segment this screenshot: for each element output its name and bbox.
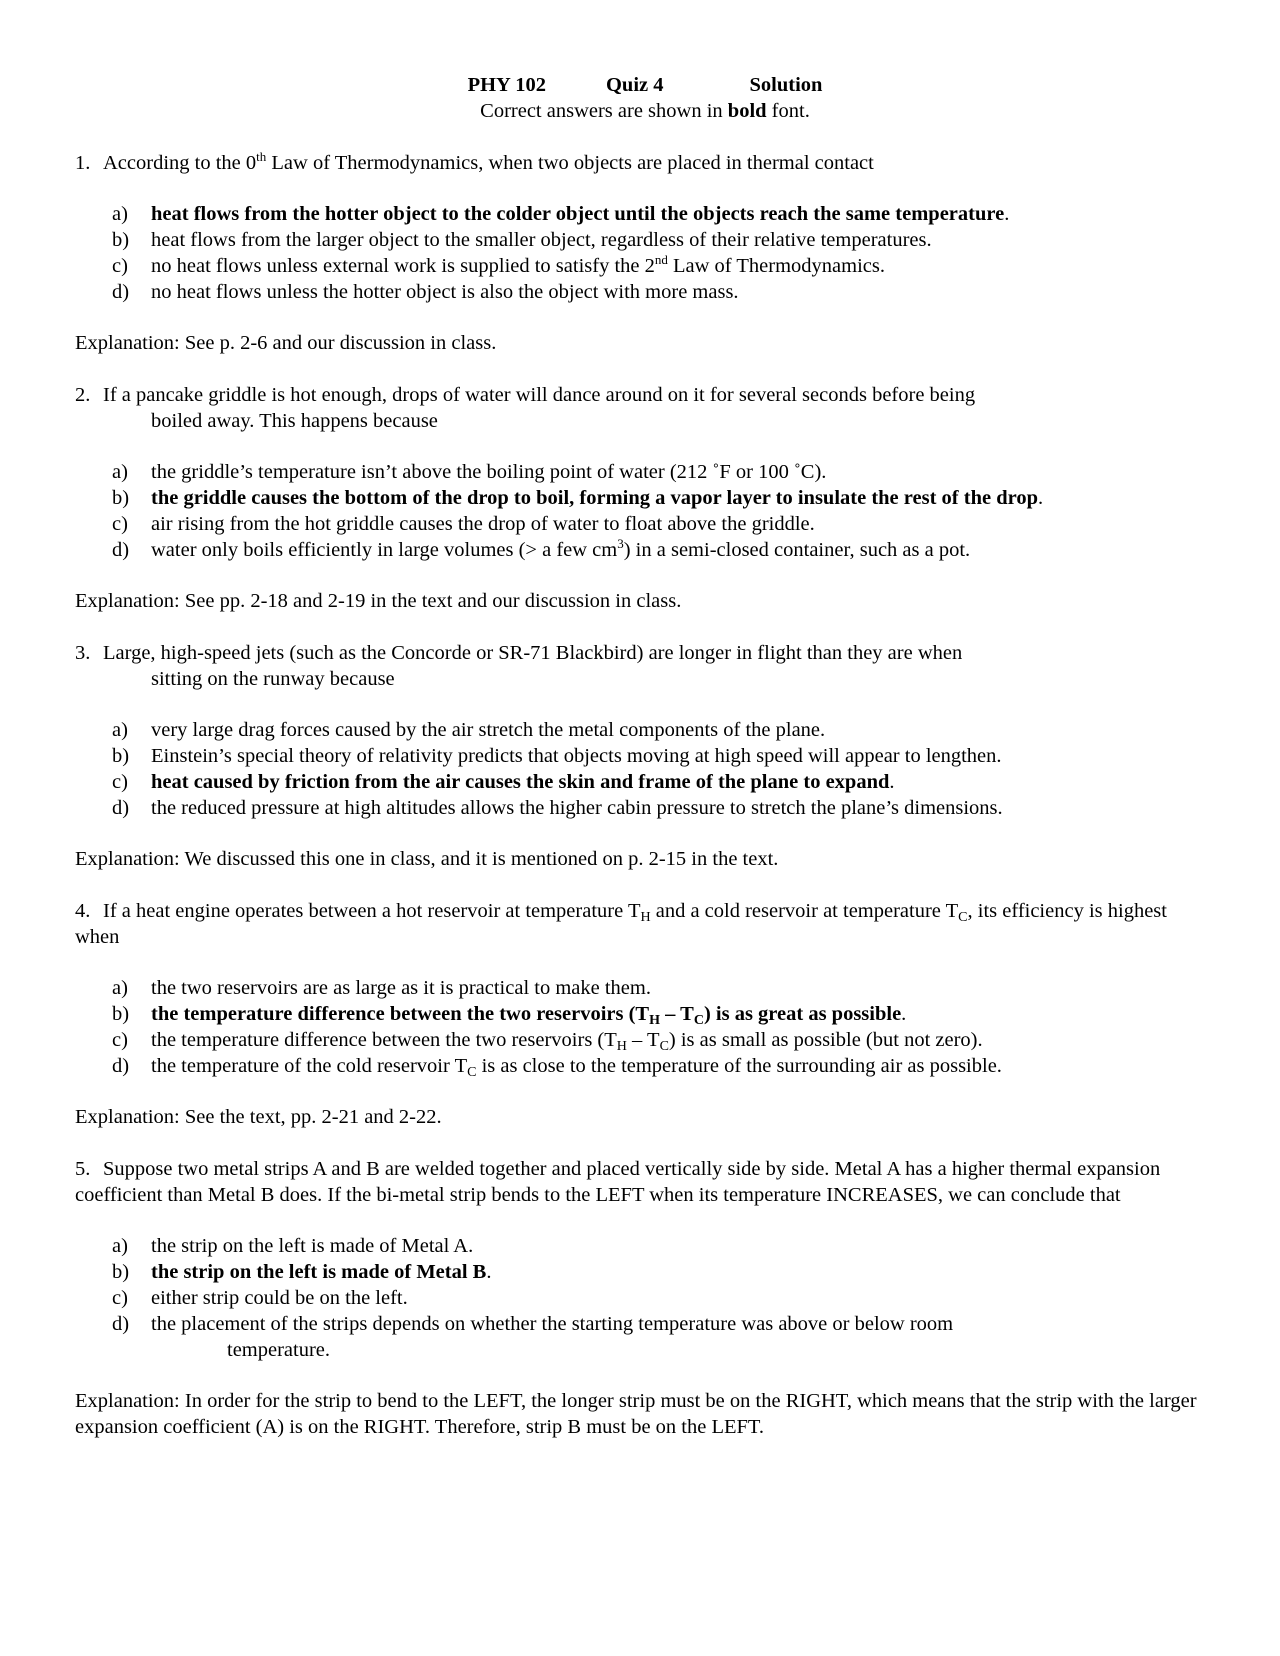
option-a: a) very large drag forces caused by the air stretch the metal components of the plane. (112, 719, 826, 741)
question-2 (75, 382, 1215, 614)
option-d: d) the reduced pressure at high altitudes allows the higher cabin pressure to stretch the plane’s dimensions. (112, 797, 1003, 819)
explanation: Explanation: See pp. 2-18 and 2-19 in the text and our discussion in class. (75, 590, 682, 612)
question-1 (75, 150, 1215, 356)
answer-options (75, 459, 1215, 563)
answer-options (75, 201, 1215, 305)
quiz-page (75, 72, 1215, 1440)
option-c: c) no heat flows unless external work is supplied to satisfy the 2nd Law of Thermodynamics. (112, 252, 885, 277)
option-b-correct: b) the temperature difference between the two reservoirs $(T_H - T_C)$ is as great as possible. (112, 1003, 907, 1028)
question-stem-continued: boiled away. This happens because (151, 410, 438, 432)
answer-options (75, 1233, 1215, 1363)
option-c: c) air rising from the hot griddle causes the drop of water to float above the griddle. (112, 513, 815, 535)
question-5 (75, 1156, 1215, 1440)
option-a-correct: a) heat flows from the hotter object to the colder object until the objects reach the same temperature. (112, 203, 1010, 225)
question-stem: 4. If a heat engine operates between a hot reservoir at temperature $T_H$ and a cold reservoir at temperature $T_C$, its efficiency is highest when (75, 900, 1167, 948)
option-b: b) heat flows from the larger object to the smaller object, regardless of their relative temperatures. (112, 229, 932, 251)
option-c: c) the temperature difference between the two reservoirs $(T_H - T_C)$ is as small as possible (but not zero). (112, 1029, 983, 1054)
option-d: d) the temperature of the cold reservoir $T_C$ is as close to the temperature of the surrounding air as possible. (112, 1055, 1002, 1080)
course-code: PHY 102 (467, 74, 546, 96)
explanation: Explanation: See p. 2-6 and our discussion in class. (75, 332, 497, 354)
explanation: Explanation: In order for the strip to bend to the LEFT, the longer strip must be on the RIGHT, which means that the strip with the larger expansion coefficient (A) is on the RIGHT. Therefore, strip B must be on the LEFT. (75, 1390, 1197, 1438)
option-b-correct: b) the griddle causes the bottom of the drop to boil, forming a vapor layer to insulate the rest of the drop. (112, 487, 1044, 509)
question-stem: 3. Large, high-speed jets (such as the Concorde or SR-71 Blackbird) are longer in flight than they are when (75, 642, 963, 664)
quiz-number: Quiz 4 (605, 74, 664, 96)
header-title-line (75, 72, 1215, 98)
solution-label: Solution (749, 74, 823, 96)
answer-options (75, 717, 1215, 821)
option-d: d) water only boils efficiently in large volumes (> a few $cm^3$) in a semi-closed container, such as a pot. (112, 536, 971, 561)
header-note: Correct answers are shown in bold font. (480, 100, 810, 122)
option-a: a) the griddle’s temperature isn’t above the boiling point of water (212 ˚F or 100 ˚C). (112, 461, 827, 483)
question-stem: 5. Suppose two metal strips A and B are welded together and placed vertically side by side. Metal A has a higher thermal expansion coefficient than Metal B does. If the bi-metal strip bends to the LEFT when its temperature INCREASES, we can conclude that (75, 1158, 1161, 1206)
question-3 (75, 640, 1215, 872)
option-b: b) Einstein’s special theory of relativity predicts that objects moving at high speed will appear to lengthen. (112, 745, 1002, 767)
question-stem: 1. According to the 0th Law of Thermodynamics, when two objects are placed in thermal contact (75, 149, 874, 174)
answer-options (75, 975, 1215, 1079)
option-a: a) the strip on the left is made of Metal A. (112, 1235, 474, 1257)
explanation: Explanation: We discussed this one in class, and it is mentioned on p. 2-15 in the text. (75, 848, 779, 870)
question-stem-continued: sitting on the runway because (151, 668, 395, 690)
question-stem: 2. If a pancake griddle is hot enough, drops of water will dance around on it for several seconds before being (75, 384, 976, 406)
header (75, 72, 1215, 124)
option-c: c) either strip could be on the left. (112, 1287, 408, 1309)
option-d: d) the placement of the strips depends on whether the starting temperature was above or below room temperature. (112, 1313, 954, 1361)
option-b-correct: b) the strip on the left is made of Metal B. (112, 1261, 492, 1283)
question-4 (75, 898, 1215, 1130)
option-d: d) no heat flows unless the hotter object is also the object with more mass. (112, 281, 739, 303)
explanation: Explanation: See the text, pp. 2-21 and 2-22. (75, 1106, 442, 1128)
option-a: a) the two reservoirs are as large as it is practical to make them. (112, 977, 651, 999)
option-c-correct: c) heat caused by friction from the air causes the skin and frame of the plane to expand. (112, 771, 895, 793)
